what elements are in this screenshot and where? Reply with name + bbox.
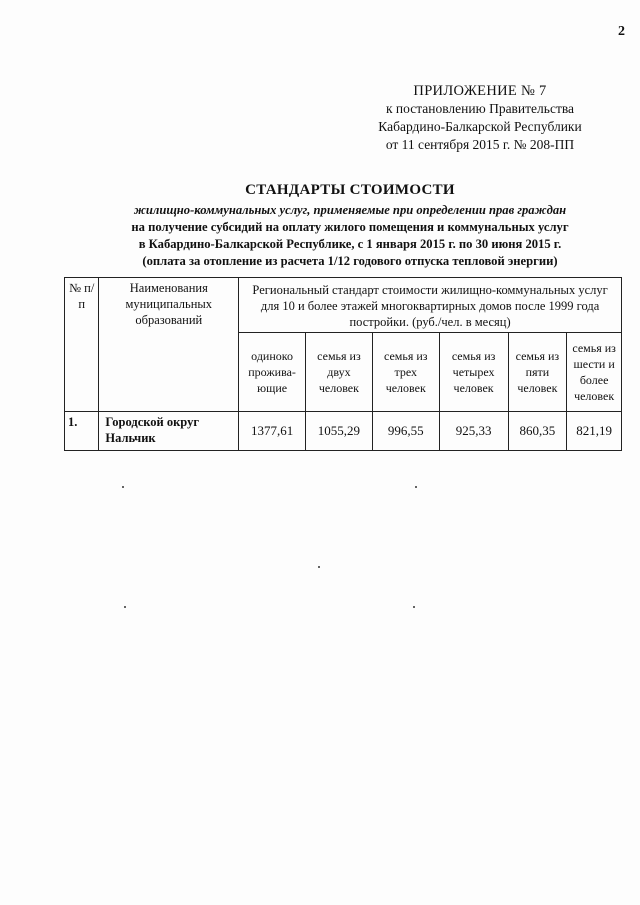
scan-speck	[415, 486, 417, 488]
appendix-resolution: к постановлению Правительства	[385, 101, 575, 116]
subheader-family-4: семья из четырех человек	[439, 333, 508, 412]
value-family-4: 925,33	[439, 412, 508, 451]
table-row	[65, 412, 622, 451]
header-num: № п/п	[65, 278, 99, 412]
subheader-family-6plus: семья из шести и более человек	[567, 333, 622, 412]
appendix-date: от 11 сентября 2015 г. № 208-ПП	[385, 137, 575, 152]
document-title-block	[60, 182, 640, 270]
scan-speck	[413, 606, 415, 608]
page-corner-mark: 2	[618, 24, 625, 39]
subtitle-line-1: жилищно-коммунальных услуг, применяемые при определении прав граждан	[133, 203, 567, 217]
subheader-single: одиноко прожива-ющие	[239, 333, 306, 412]
document-title: СТАНДАРТЫ СТОИМОСТИ	[245, 182, 455, 198]
value-family-3: 996,55	[372, 412, 439, 451]
subheader-family-5: семья из пяти человек	[508, 333, 567, 412]
subheader-family-3: семья из трех человек	[372, 333, 439, 412]
scan-speck	[122, 486, 124, 488]
scan-speck	[124, 606, 126, 608]
value-family-6plus: 821,19	[567, 412, 622, 451]
appendix-republic: Кабардино-Балкарской Республики	[378, 119, 582, 134]
value-family-5: 860,35	[508, 412, 567, 451]
row-number: 1.	[65, 412, 99, 451]
scan-speck	[318, 566, 320, 568]
value-family-2: 1055,29	[306, 412, 373, 451]
header-municipality: Наименования муниципальных образований	[99, 278, 239, 412]
row-municipality: Городской округ Нальчик	[99, 412, 239, 451]
appendix-header	[330, 82, 630, 154]
subtitle-line-2: на получение субсидий на оплату жилого помещения и коммунальных услуг	[131, 220, 569, 234]
subtitle-line-4: (оплата за отопление из расчета 1/12 годового отпуска тепловой энергии)	[142, 254, 558, 268]
standards-table	[64, 277, 622, 451]
header-regional-standard: Региональный стандарт стоимости жилищно-коммунальных услуг для 10 и более этажей многоквартирных домов после 1999 года постройки. (руб./чел. в месяц)	[239, 278, 622, 333]
subtitle-line-3: в Кабардино-Балкарской Республике, с 1 января 2015 г. по 30 июня 2015 г.	[138, 237, 562, 251]
value-single: 1377,61	[239, 412, 306, 451]
appendix-number: ПРИЛОЖЕНИЕ № 7	[413, 83, 547, 99]
subheader-family-2: семья из двух человек	[306, 333, 373, 412]
table-header-row	[65, 278, 622, 333]
